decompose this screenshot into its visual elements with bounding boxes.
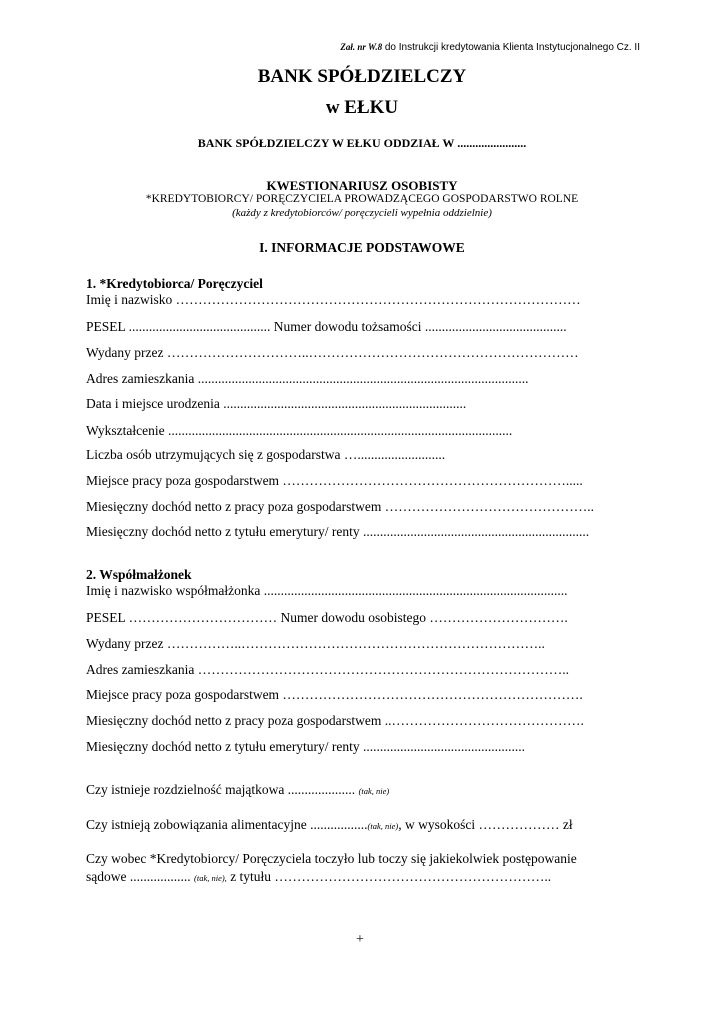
attachment-number: Zał. nr W.8 (340, 42, 383, 52)
borrower-birth-field[interactable]: Data i miejsce urodzenia ........................................................................ (86, 396, 467, 411)
borrower-address-field[interactable]: Adres zamieszkania .................................................................................................. (86, 371, 529, 386)
borrower-name-field[interactable]: Imię i nazwisko ……………………………………………………………………………… (86, 292, 581, 307)
attachment-text: do Instrukcji kredytowania Klienta Instytucjonalnego Cz. II (382, 42, 640, 53)
spouse-workplace-field[interactable]: Miejsce pracy poza gospodarstwem …………………………………………………………. (86, 687, 583, 702)
questionnaire-title: KWESTIONARIUSZ OSOBISTY (266, 178, 458, 193)
borrower-household-field[interactable]: Liczba osób utrzymujących się z gospodarstwa ….......................... (86, 447, 446, 462)
question-text: Czy istnieje rozdzielność majątkowa .................... (86, 782, 356, 797)
spouse-issued-field[interactable]: Wydany przez ……………..………………………………………………………….. (86, 636, 545, 651)
borrower-workplace-field[interactable]: Miejsce pracy poza gospodarstwem ………………………………………………………..... (86, 473, 583, 488)
borrower-income-pension-field[interactable]: Miesięczny dochód netto z tytułu emerytury/ renty ................................................................... (86, 524, 590, 539)
answer-options: (tak, nie), (194, 873, 227, 883)
bank-city: w EŁKU (325, 97, 399, 118)
borrower-income-work-field[interactable]: Miesięczny dochód netto z pracy poza gospodarstwem ……………………………………….. (86, 499, 595, 514)
question-text: Czy istnieją zobowiązania alimentacyjne ................. (86, 817, 368, 832)
answer-options: (tak, nie) (358, 786, 390, 796)
court-proceedings-answer[interactable] (86, 869, 646, 885)
questionnaire-note: (każdy z kredytobiorców/ poręczycieli wypełnia oddzielnie) (232, 207, 492, 219)
borrower-education-field[interactable]: Wykształcenie ...................................................................................................... (86, 423, 513, 438)
branch-line: BANK SPÓŁDZIELCZY W EŁKU ODDZIAŁ W ....................... (197, 136, 527, 150)
answer-options: (tak, nie) (367, 821, 399, 831)
bank-name: BANK SPÓŁDZIELCZY (257, 66, 467, 87)
section-title: I. INFORMACJE PODSTAWOWE (259, 240, 465, 255)
spouse-income-work-field[interactable]: Miesięczny dochód netto z pracy poza gospodarstwem ..……………………………………. (86, 713, 584, 728)
borrower-heading: 1. *Kredytobiorca/ Poręczyciel (86, 276, 263, 291)
question-rest: , w wysokości ……………… zł (398, 817, 573, 832)
questionnaire-subtitle: *KREDYTOBIORCY/ PORĘCZYCIELA PROWADZĄCEGO GOSPODARSTWO ROLNE (145, 193, 579, 205)
borrower-issued-field[interactable]: Wydany przez …………………………..…………………………………………………… (86, 345, 579, 360)
question-rest: z tytułu …………………………………………………….. (226, 869, 552, 884)
spouse-pesel-field[interactable]: PESEL …………………………… Numer dowodu osobistego …………………………. (86, 610, 568, 625)
page-mark: + (356, 932, 364, 947)
attachment-note (300, 42, 640, 53)
question-text: sądowe .................. (86, 869, 191, 884)
spouse-address-field[interactable]: Adres zamieszkania ……………………………………………………………………….. (86, 662, 569, 677)
spouse-income-pension-field[interactable]: Miesięczny dochód netto z tytułu emerytury/ renty ................................................ (86, 739, 526, 754)
court-proceedings-question: Czy wobec *Kredytobiorcy/ Poręczyciela toczyło lub toczy się jakiekolwiek postępowanie (86, 851, 577, 866)
borrower-pesel-field[interactable]: PESEL .......................................... Numer dowodu tożsamości .......................................... (86, 319, 567, 334)
alimony-question[interactable] (86, 817, 646, 833)
spouse-name-field[interactable]: Imię i nazwisko współmałżonka .......................................................................................... (86, 583, 568, 598)
spouse-heading: 2. Współmałżonek (86, 567, 192, 582)
property-separation-question[interactable] (86, 782, 646, 798)
